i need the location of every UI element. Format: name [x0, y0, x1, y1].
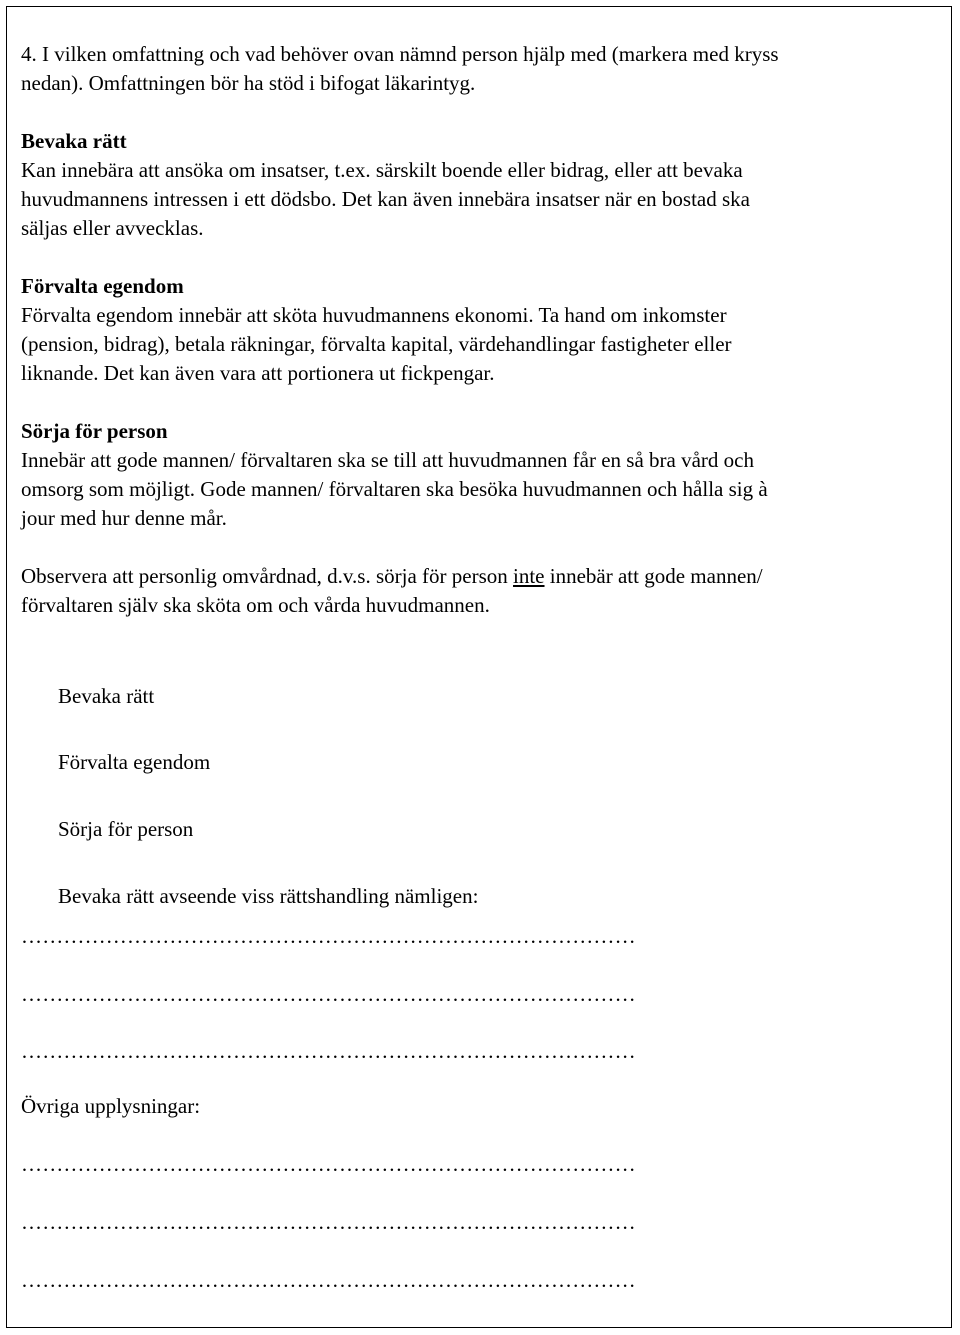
option-bevaka-ratt[interactable]: Bevaka rätt	[58, 684, 155, 708]
section-heading-sorja: Sörja för person	[21, 419, 168, 443]
section-text-line: Förvalta egendom innebär att sköta huvudmannens ekonomi. Ta hand om inkomster	[21, 303, 727, 327]
answer-line[interactable]: ……………………………………………………………………………	[21, 1152, 636, 1176]
answer-line[interactable]: ……………………………………………………………………………	[21, 1268, 636, 1292]
section-heading-forvalta: Förvalta egendom	[21, 274, 184, 298]
section-text-line: huvudmannens intressen i ett dödsbo. Det kan även innebära insatser när en bostad ska	[21, 187, 750, 211]
other-info-label: Övriga upplysningar:	[21, 1094, 201, 1118]
option-viss-rattshandling[interactable]: Bevaka rätt avseende viss rättshandling nämligen:	[58, 884, 479, 908]
answer-line[interactable]: ……………………………………………………………………………	[21, 1039, 636, 1063]
section-text-line: Innebär att gode mannen/ förvaltaren ska se till att huvudmannen får en så bra vård och	[21, 448, 754, 472]
section-text-line: (pension, bidrag), betala räkningar, förvalta kapital, värdehandlingar fastigheter eller	[21, 332, 732, 356]
note-text: Observera att personlig omvårdnad, d.v.s. sörja för person	[21, 564, 514, 588]
section-text-line: liknande. Det kan även vara att portionera ut fickpengar.	[21, 361, 495, 385]
section-text-line: omsorg som möjligt. Gode mannen/ förvaltaren ska besöka huvudmannen och hålla sig à	[21, 477, 768, 501]
answer-line[interactable]: ……………………………………………………………………………	[21, 924, 636, 948]
note-text: innebär att gode mannen/	[544, 564, 763, 588]
answer-line[interactable]: ……………………………………………………………………………	[21, 982, 636, 1006]
section-text-line: säljas eller avvecklas.	[21, 216, 204, 240]
option-forvalta-egendom[interactable]: Förvalta egendom	[58, 750, 211, 774]
section-text-line: jour med hur denne mår.	[21, 506, 227, 530]
note-underlined-word: inte	[513, 564, 545, 588]
question-line-2: nedan). Omfattningen bör ha stöd i bifogat läkarintyg.	[21, 71, 476, 95]
section-text-line: Kan innebära att ansöka om insatser, t.ex. särskilt boende eller bidrag, eller att bevaka	[21, 158, 743, 182]
note-line-2: förvaltaren själv ska sköta om och vårda huvudmannen.	[21, 593, 490, 617]
note-line-1	[21, 562, 763, 591]
answer-line[interactable]: ……………………………………………………………………………	[21, 1210, 636, 1234]
question-line-1: 4. I vilken omfattning och vad behöver ovan nämnd person hjälp med (markera med kryss	[21, 42, 779, 66]
option-sorja-for-person[interactable]: Sörja för person	[58, 817, 194, 841]
section-heading-bevaka: Bevaka rätt	[21, 129, 127, 153]
